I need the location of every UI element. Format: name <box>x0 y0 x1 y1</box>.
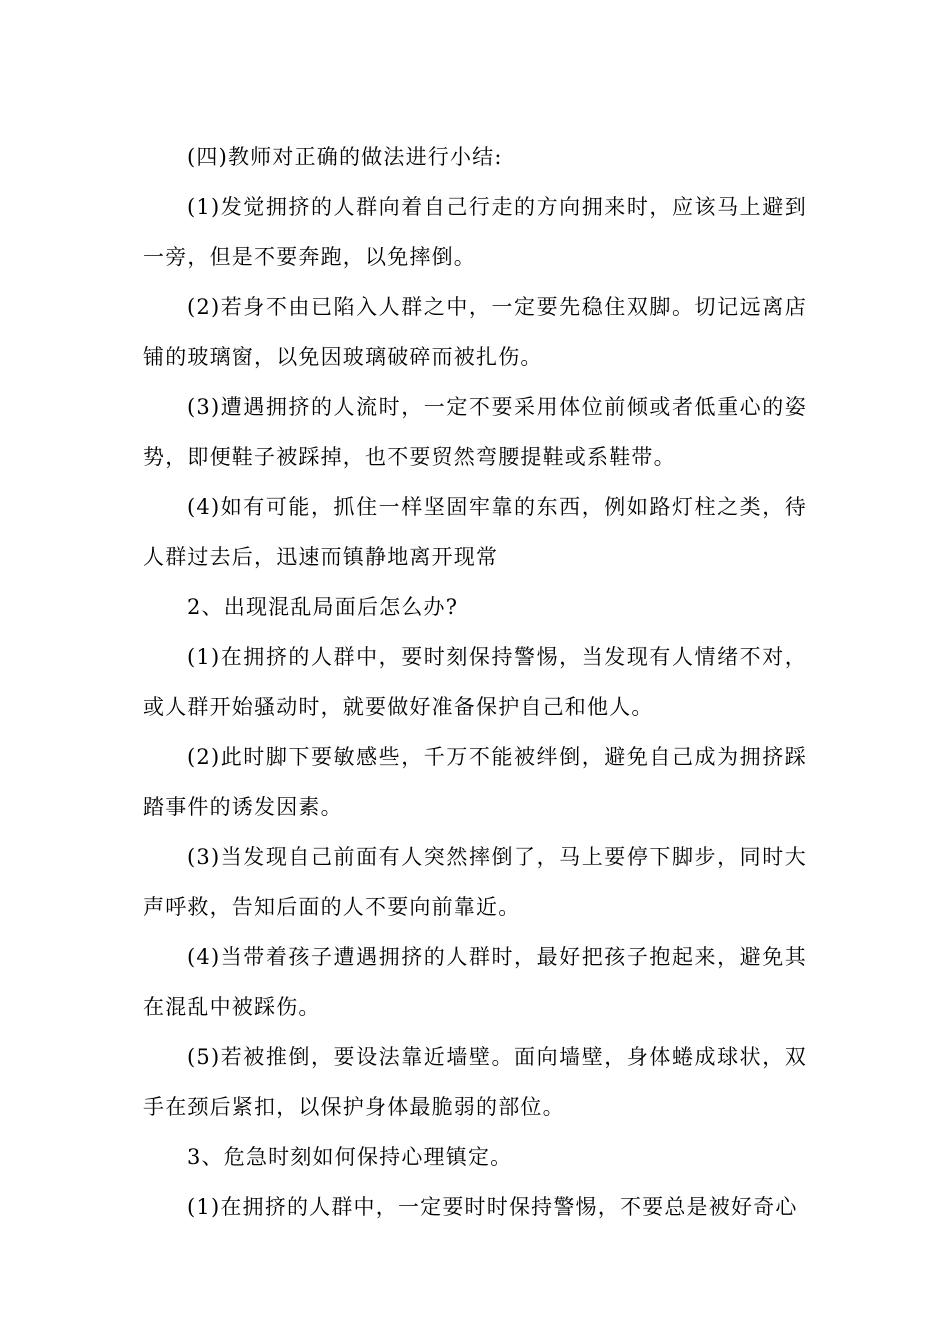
section-heading-calm: 3、危急时刻如何保持心理镇定。 <box>187 1145 513 1169</box>
paragraph: (1)在拥挤的人群中，一定要时时保持警惕，不要总是被好奇心 <box>187 1195 798 1219</box>
section-heading-chaos: 2、出现混乱局面后怎么办? <box>187 595 459 619</box>
paragraph: (1)发觉拥挤的人群向着自己行走的方向拥来时，应该马上避到一旁，但是不要奔跑，以免摔倒。 <box>143 195 807 269</box>
paragraph: (4)当带着孩子遭遇拥挤的人群时，最好把孩子抱起来，避免其在混乱中被踩伤。 <box>143 945 807 1019</box>
paragraph: (3)遭遇拥挤的人流时，一定不要采用体位前倾或者低重心的姿势，即便鞋子被踩掉，也不要贸然弯腰提鞋或系鞋带。 <box>143 395 807 469</box>
paragraph: (5)若被推倒，要设法靠近墙壁。面向墙壁，身体蜷成球状，双手在颈后紧扣，以保护身体最脆弱的部位。 <box>143 1045 807 1119</box>
section-heading-teacher-summary: (四)教师对正确的做法进行小结: <box>187 145 503 169</box>
paragraph: (2)若身不由已陷入人群之中，一定要先稳住双脚。切记远离店铺的玻璃窗，以免因玻璃破碎而被扎伤。 <box>143 295 807 369</box>
document-body <box>143 132 807 1232</box>
paragraph: (4)如有可能，抓住一样坚固牢靠的东西，例如路灯柱之类，待人群过去后，迅速而镇静地离开现常 <box>143 495 807 569</box>
paragraph: (2)此时脚下要敏感些，千万不能被绊倒，避免自己成为拥挤踩踏事件的诱发因素。 <box>143 745 807 819</box>
paragraph: (3)当发现自己前面有人突然摔倒了，马上要停下脚步，同时大声呼救，告知后面的人不要向前靠近。 <box>143 845 807 919</box>
paragraph: (1)在拥挤的人群中，要时刻保持警惕，当发现有人情绪不对，或人群开始骚动时，就要做好准备保护自己和他人。 <box>143 645 807 719</box>
